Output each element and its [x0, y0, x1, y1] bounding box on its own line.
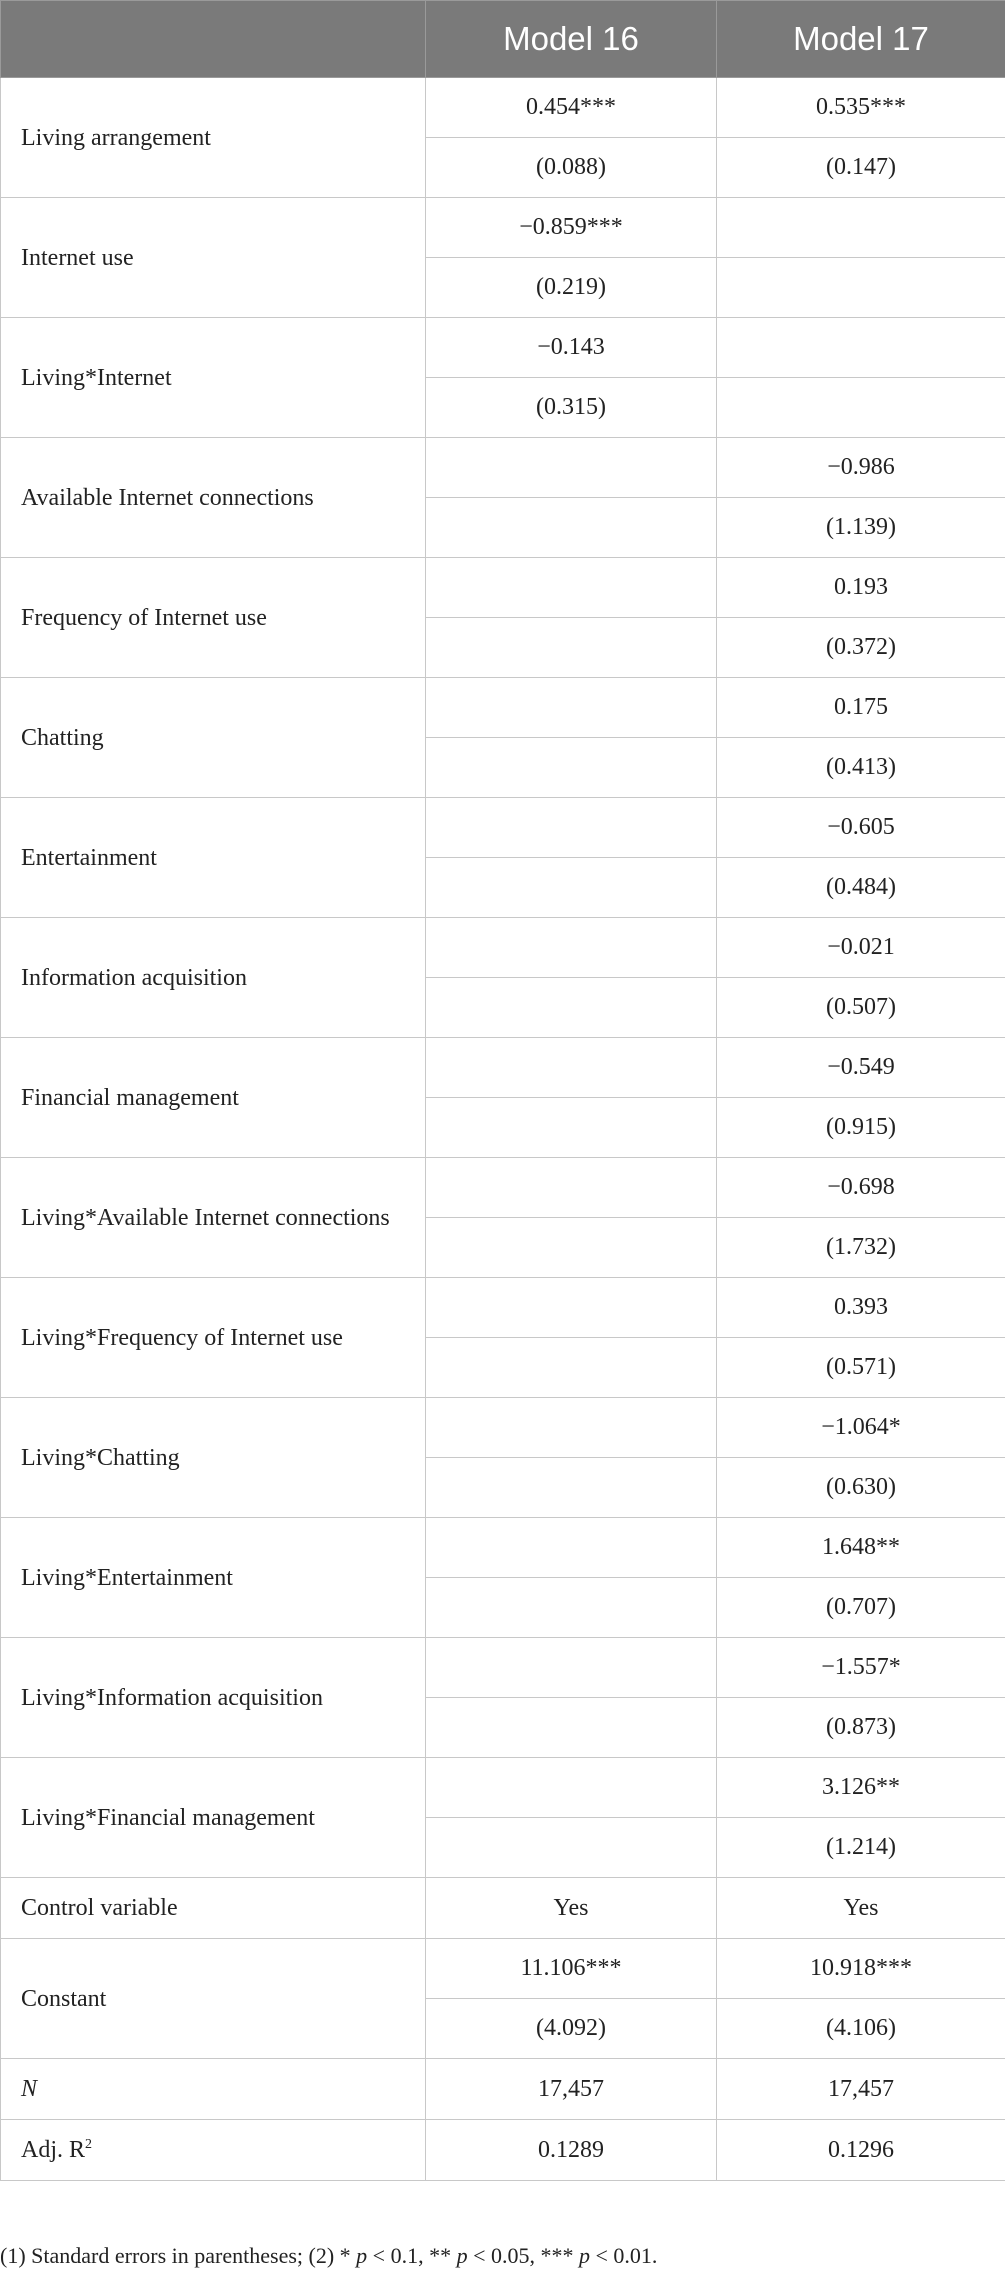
control-variable-label: Control variable: [21, 1895, 178, 1921]
row-label: Living*Information acquisition: [1, 1638, 426, 1758]
model-16-standard-error: [426, 498, 717, 558]
sample-size-label: N: [21, 2076, 38, 2102]
model-17-value: Yes: [717, 1878, 1005, 1939]
table-row: [1, 2059, 1005, 2120]
model-17-coefficient: −0.549: [717, 1038, 1005, 1098]
model-17-standard-error: (1.732): [717, 1218, 1005, 1278]
table-row: [1, 318, 1005, 378]
model-16-standard-error: [426, 618, 717, 678]
model-16-coefficient: [426, 1038, 717, 1098]
row-label: Internet use: [1, 198, 426, 318]
model-16-standard-error: [426, 1698, 717, 1758]
table-row: [1, 1878, 1005, 1939]
row-label: Living*Frequency of Internet use: [1, 1278, 426, 1398]
model-17-standard-error: (0.372): [717, 618, 1005, 678]
header-model-17: Model 17: [717, 1, 1005, 78]
model-16-standard-error: (0.219): [426, 258, 717, 318]
model-16-standard-error: [426, 738, 717, 798]
table-row: [1, 1518, 1005, 1578]
model-16-coefficient: [426, 678, 717, 738]
model-17-coefficient: −0.021: [717, 918, 1005, 978]
row-label: Information acquisition: [1, 918, 426, 1038]
model-16-coefficient: [426, 1638, 717, 1698]
adj-r2-superscript: 2: [85, 2137, 93, 2152]
row-label: Living*Financial management: [1, 1758, 426, 1878]
model-17-coefficient: 0.175: [717, 678, 1005, 738]
table-row: [1, 918, 1005, 978]
model-17-coefficient: −0.986: [717, 438, 1005, 498]
model-16-coefficient: −0.859***: [426, 198, 717, 258]
model-17-standard-error: (1.139): [717, 498, 1005, 558]
model-16-coefficient: [426, 558, 717, 618]
model-16-standard-error: [426, 1338, 717, 1398]
model-16-coefficient: [426, 798, 717, 858]
header-blank: [1, 1, 426, 78]
model-17-standard-error: (0.873): [717, 1698, 1005, 1758]
model-16-standard-error: (0.315): [426, 378, 717, 438]
model-17-standard-error: [717, 258, 1005, 318]
model-16-coefficient: 0.454***: [426, 78, 717, 138]
model-17-coefficient: 10.918***: [717, 1939, 1005, 1999]
model-17-coefficient: 0.393: [717, 1278, 1005, 1338]
model-16-coefficient: 11.106***: [426, 1939, 717, 1999]
model-16-coefficient: [426, 918, 717, 978]
model-16-standard-error: (4.092): [426, 1999, 717, 2059]
row-label: Living*Internet: [1, 318, 426, 438]
table-row: [1, 1638, 1005, 1698]
row-label: Living*Chatting: [1, 1398, 426, 1518]
model-16-coefficient: [426, 1518, 717, 1578]
model-17-standard-error: [717, 378, 1005, 438]
model-17-standard-error: (0.630): [717, 1458, 1005, 1518]
adj-r2-label: Adj. R: [21, 2137, 86, 2163]
row-label: [1, 1878, 426, 1939]
model-16-value: Yes: [426, 1878, 717, 1939]
table-row: [1, 78, 1005, 138]
table-footnote: (1) Standard errors in parentheses; (2) * p < 0.1, ** p < 0.05, *** p < 0.01.: [0, 2243, 658, 2268]
model-16-coefficient: [426, 1278, 717, 1338]
model-17-standard-error: (0.484): [717, 858, 1005, 918]
table-row: [1, 1758, 1005, 1818]
table-row: [1, 1398, 1005, 1458]
row-label: Financial management: [1, 1038, 426, 1158]
model-16-coefficient: [426, 438, 717, 498]
row-label: Available Internet connections: [1, 438, 426, 558]
header-row: [1, 1, 1005, 78]
model-17-coefficient: [717, 318, 1005, 378]
row-label: [1, 2059, 426, 2120]
table-body: [1, 78, 1005, 2181]
row-label: Living arrangement: [1, 78, 426, 198]
model-17-coefficient: 0.193: [717, 558, 1005, 618]
row-label: Living*Available Internet connections: [1, 1158, 426, 1278]
model-17-standard-error: (0.413): [717, 738, 1005, 798]
model-17-value: 17,457: [717, 2059, 1005, 2120]
table-row: [1, 1939, 1005, 1999]
model-16-value: 17,457: [426, 2059, 717, 2120]
model-16-coefficient: [426, 1158, 717, 1218]
model-17-coefficient: −0.698: [717, 1158, 1005, 1218]
model-17-coefficient: [717, 198, 1005, 258]
table-row: [1, 678, 1005, 738]
model-17-standard-error: (0.147): [717, 138, 1005, 198]
table-row: [1, 1278, 1005, 1338]
model-16-coefficient: [426, 1398, 717, 1458]
model-16-standard-error: [426, 1218, 717, 1278]
model-16-coefficient: [426, 1758, 717, 1818]
table-row: [1, 798, 1005, 858]
model-16-standard-error: [426, 1098, 717, 1158]
row-label: Entertainment: [1, 798, 426, 918]
table-row: [1, 558, 1005, 618]
row-label: Constant: [1, 1939, 426, 2059]
model-17-standard-error: (0.915): [717, 1098, 1005, 1158]
row-label: Chatting: [1, 678, 426, 798]
table-row: [1, 2120, 1005, 2181]
model-17-standard-error: (0.571): [717, 1338, 1005, 1398]
header-model-16: Model 16: [426, 1, 717, 78]
model-17-standard-error: (0.707): [717, 1578, 1005, 1638]
model-17-coefficient: 0.535***: [717, 78, 1005, 138]
row-label: [1, 2120, 426, 2181]
model-16-value: 0.1289: [426, 2120, 717, 2181]
row-label: Living*Entertainment: [1, 1518, 426, 1638]
model-17-coefficient: −0.605: [717, 798, 1005, 858]
model-17-coefficient: −1.557*: [717, 1638, 1005, 1698]
model-17-coefficient: 1.648**: [717, 1518, 1005, 1578]
model-16-coefficient: −0.143: [426, 318, 717, 378]
model-17-standard-error: (4.106): [717, 1999, 1005, 2059]
model-17-value: 0.1296: [717, 2120, 1005, 2181]
row-label: Frequency of Internet use: [1, 558, 426, 678]
model-16-standard-error: [426, 1458, 717, 1518]
model-17-standard-error: (1.214): [717, 1818, 1005, 1878]
table-row: [1, 1158, 1005, 1218]
model-17-coefficient: −1.064*: [717, 1398, 1005, 1458]
model-16-standard-error: [426, 1818, 717, 1878]
table-row: [1, 198, 1005, 258]
model-16-standard-error: [426, 858, 717, 918]
table-row: [1, 438, 1005, 498]
model-17-coefficient: 3.126**: [717, 1758, 1005, 1818]
model-16-standard-error: (0.088): [426, 138, 717, 198]
table-row: [1, 1038, 1005, 1098]
model-16-standard-error: [426, 978, 717, 1038]
model-17-standard-error: (0.507): [717, 978, 1005, 1038]
model-16-standard-error: [426, 1578, 717, 1638]
